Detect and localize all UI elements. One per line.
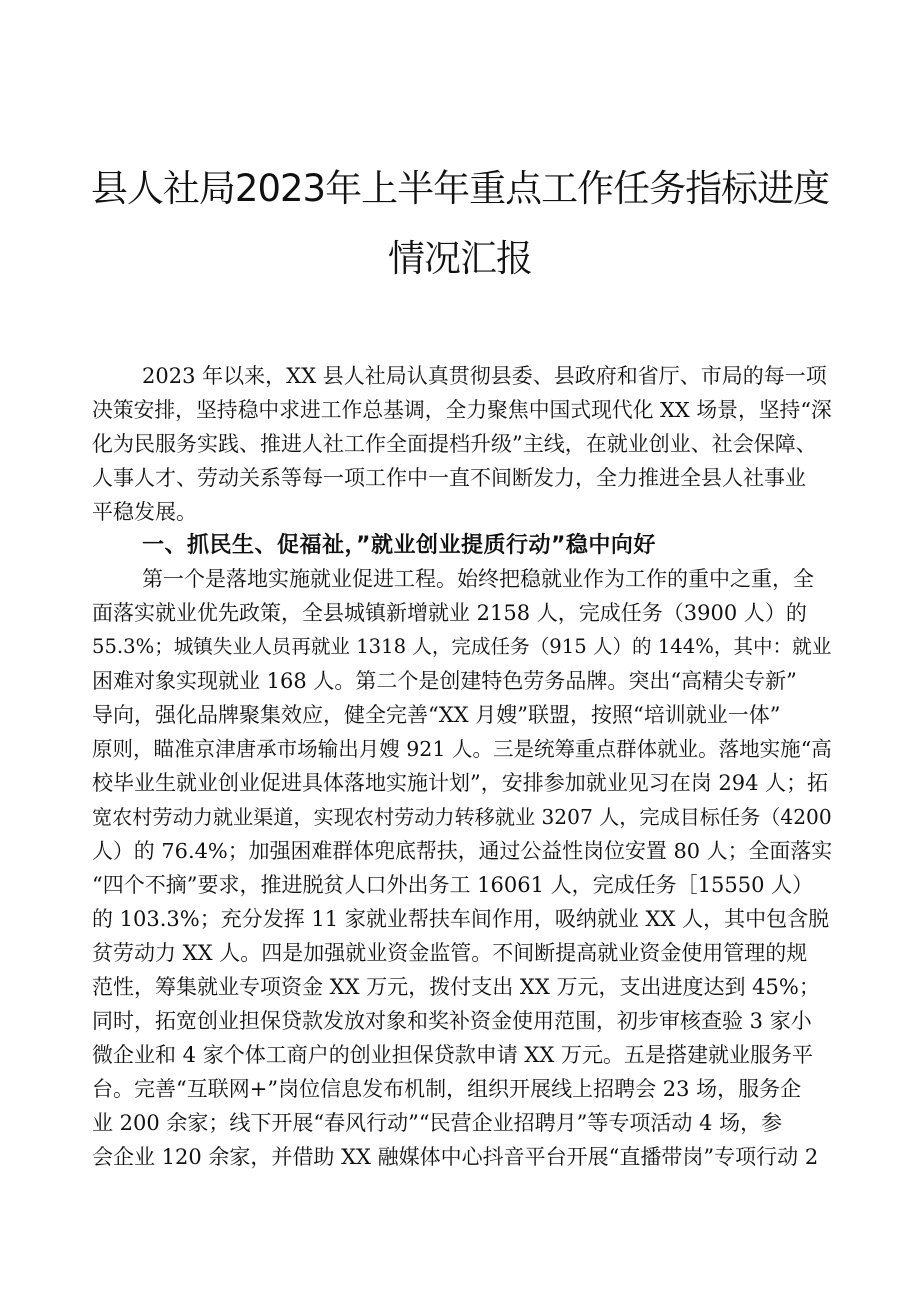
document-title-line-2: 情况汇报: [388, 237, 532, 280]
body-line: 会企业 120 余家，并借助 XX 融媒体中心抖音平台开展“直播带岗”专项行动 2: [92, 1145, 819, 1169]
intro-line: 人事人才、劳动关系等每一项工作中一直不间断发力，全力推进全县人社事业: [92, 466, 806, 490]
intro-line: 2023 年以来，XX 县人社局认真贯彻县委、县政府和省厅、市局的每一项: [142, 364, 827, 388]
body-line: 困难对象实现就业 168 人。第二个是创建特色劳务品牌。突出“高精尖专新”: [92, 669, 797, 693]
body-line: 导向，强化品牌聚集效应，健全完善“XX 月嫂”联盟，按照“培训就业一体”: [92, 703, 781, 727]
intro-line: 化为民服务实践、推进人社工作全面提档升级”主线，在就业创业、社会保障、: [92, 432, 817, 456]
body-line: 台。完善“互联网+”岗位信息发布机制，组织开展线上招聘会 23 场，服务企: [92, 1077, 802, 1101]
body-line: 55.3%；城镇失业人员再就业 1318 人，完成任务（915 人）的 144%，其中：就业: [92, 635, 832, 658]
body-line: 人）的 76.4%；加强困难群体兜底帮扶，通过公益性岗位安置 80 人；全面落实: [92, 839, 833, 863]
body-line: 同时，拓宽创业担保贷款发放对象和奖补资金使用范围，初步审核查验 3 家小: [92, 1009, 812, 1033]
body-line: 范性，筹集就业专项资金 XX 万元，拨付支出 XX 万元，支出进度达到 45%；: [92, 975, 820, 999]
body-line: 的 103.3%；充分发挥 11 家就业帮扶车间作用，吸纳就业 XX 人，其中包含脱: [92, 907, 830, 931]
body-line: “四个不摘”要求，推进脱贫人口外出务工 16061 人，完成任务［15550 人）: [92, 873, 814, 897]
body-line: 贫劳动力 XX 人。四是加强就业资金监管。不间断提高就业资金使用管理的规: [92, 941, 808, 965]
body-line: 第一个是落地实施就业促进工程。始终把稳就业作为工作的重中之重，全: [142, 567, 814, 591]
body-line: 业 200 余家；线下开展“春风行动”“民营企业招聘月”等专项活动 4 场，参: [92, 1111, 783, 1135]
body-line: 原则，瞄准京津唐承市场输出月嫂 921 人。三是统筹重点群体就业。落地实施“高: [92, 737, 832, 761]
document-title-line-1: 县人社局2023年上半年重点工作任务指标进度: [90, 167, 830, 210]
section-heading: 一、抓民生、促福祉，”就业创业提质行动”稳中向好: [142, 533, 656, 558]
body-line: 校毕业生就业创业促进具体落地实施计划”，安排参加就业见习在岗 294 人；拓: [92, 771, 829, 795]
body-line: 微企业和 4 家个体工商户的创业担保贷款申请 XX 万元。五是搭建就业服务平: [92, 1043, 813, 1067]
intro-line: 决策安排，坚持稳中求进工作总基调，全力聚焦中国式现代化 XX 场景，坚持“深: [92, 398, 832, 422]
body-line: 宽农村劳动力就业渠道，实现农村劳动力转移就业 3207 人，完成目标任务（4200: [92, 805, 832, 829]
intro-line: 平稳发展。: [92, 500, 197, 524]
body-line: 面落实就业优先政策，全县城镇新增就业 2158 人，完成任务（3900 人）的: [92, 601, 807, 625]
